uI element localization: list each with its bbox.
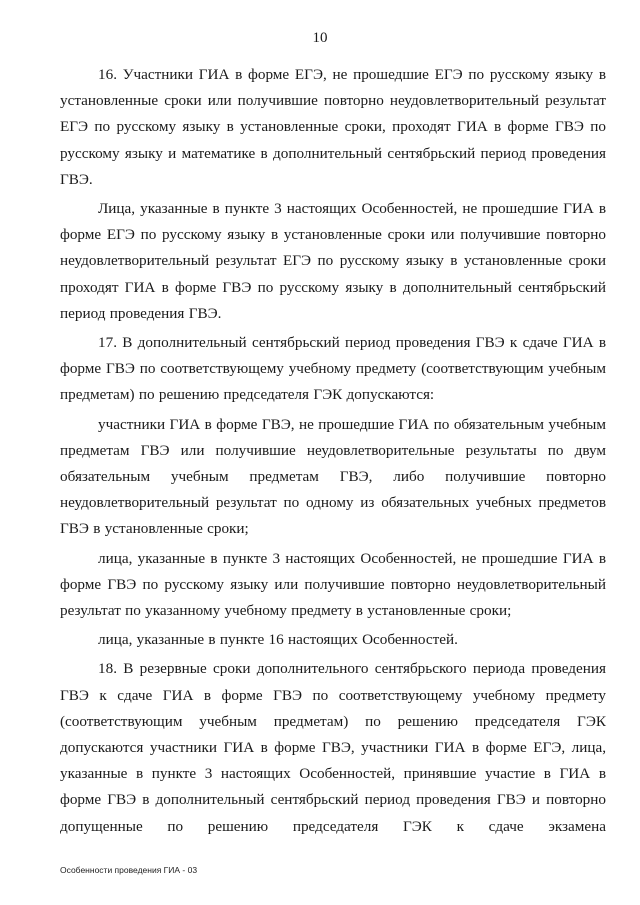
- page-number: 10: [312, 30, 328, 46]
- paragraph-17-item-3: лица, указанные в пункте 16 настоящих Особенностей.: [98, 631, 458, 649]
- paragraph-17: 17. В дополнительный сентябрьский период проведения ГВЭ к сдаче ГИА в форме ГВЭ по соответствующему учебному предмету (соответствующим учебным предметам) по решению председателя ГЭК допускаются:: [60, 334, 606, 404]
- paragraph-16-persons: Лица, указанные в пункте 3 настоящих Особенностей, не прошедшие ГИА в форме ЕГЭ по русскому языку в установленные сроки или получившие повторно неудовлетворительный результат ЕГЭ по русскому языку в установленные сроки проходят ГИА в форме ГВЭ по русскому языку в дополнительный сентябрьский период проведения ГВЭ.: [60, 200, 606, 322]
- document-body: [60, 62, 606, 843]
- paragraph-16: 16. Участники ГИА в форме ЕГЭ, не прошедшие ЕГЭ по русскому языку в установленные сроки или получившие повторно неудовлетворительный результат ЕГЭ по русскому языку в установленные сроки, проходят ГИА в форме ГВЭ по русскому языку и математике в дополнительный сентябрьский период проведения ГВЭ.: [60, 66, 606, 188]
- paragraph-18: 18. В резервные сроки дополнительного сентябрьского периода проведения ГВЭ к сдаче ГИА в форме ГВЭ по соответствующему учебному предмету (соответствующим учебным предметам) по решению председателя ГЭК допускаются участники ГИА в форме ГВЭ, участники ГИА в форме ЕГЭ, лица, указанные в пункте 3 настоящих Особенностей, принявшие участие в ГИА в форме ГВЭ в дополнительный сентябрьский период проведения ГВЭ и повторно допущенные по решению председателя ГЭК к сдаче экзамена: [60, 660, 606, 835]
- paragraph-17-item-2: лица, указанные в пункте 3 настоящих Особенностей, не прошедшие ГИА в форме ГВЭ по русскому языку или получившие повторно неудовлетворительный результат по указанному учебному предмету в установленные сроки;: [60, 549, 606, 620]
- document-footer: Особенности проведения ГИА - 03: [60, 865, 198, 875]
- paragraph-17-item-1: участники ГИА в форме ГВЭ, не прошедшие ГИА по обязательным учебным предметам ГВЭ или получившие неудовлетворительные результаты по двум обязательным учебным предметам ГВЭ, либо получившие повторно неудовлетворительный результат по одному из обязательных учебных предметов ГВЭ в установленные сроки;: [60, 415, 606, 538]
